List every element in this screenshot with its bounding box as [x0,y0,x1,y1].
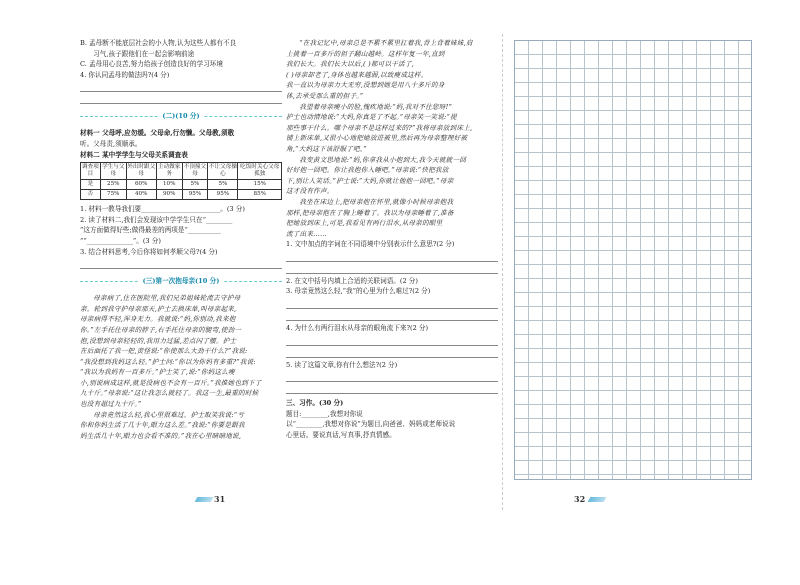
answer-line[interactable] [286,252,498,262]
question-5: 5. 读了这篇文章,你有什么想法?(2 分) [286,360,398,369]
option-b: B. 孟母断不能底层社会的小人物,认为这些人都有不良 [80,39,237,47]
question-1: 1. 文中加点的字词在不同语境中分别表示什么意思?(2 分) [286,240,455,249]
story-text: 母亲病了,住在医院里,我们兄弟姐妹轮流去守护母 亲。轮到我守护母亲那天,护士去换床单,叫母亲起来, 母亲病得不轻,浑身无力。我就说:“妈,你别动,我来抱 你。”左手托住母亲的脖子,右手托住母亲的腿弯,使劲一 抱,没想到母亲轻轻的,我用力过猛,差点闪了腰。护士 在后面托了我一把,责怪说:“你使那么大劲干什么?”我说: “我没想到我妈这么轻。”护士问:“你以为你妈有多重?”我说: “我以为我妈有一百多斤。”护士笑了,说:“你妈这么瘦 小,别说病成这样,就是没病也不会有一百斤。”我推她也到下了 九十斤。”母亲说:“这让我怎么就轻了。我这一生,最重的时候 也没有超过九十斤。” 母亲竟然这么轻,我心里很难过。护士取笑我说:“亏 你和你妈生活了几十年,眼力这么差。”我说:“你要是跟我 妈生活几十年,眼力也会看不准的。”我在心里暗暗地说, [80,294,262,440]
section-2-heading: (二)(10 分) [80,111,282,122]
material-1: 材料一 父母呼,应勿缓。父母命,行勿懒。父母教,须敬 [80,129,235,138]
section-writing-heading: 三、习作。(30 分) [286,399,344,408]
answer-line[interactable] [286,348,498,358]
composition-grid[interactable] [514,40,752,480]
page-number-ornament [588,497,607,502]
material-2-title: 材料二 某中学学生与父母关系调查表 [80,150,188,159]
answer-line[interactable] [286,311,498,321]
writing-title: 题目:________,我想对你说 [286,409,363,418]
answer-line[interactable] [80,82,282,92]
page-number-ornament [195,497,214,502]
answer-line[interactable] [286,336,498,346]
section-3-heading: (三)第一次抱母亲(10 分) [80,276,282,287]
page-number: 31 [214,494,226,504]
material-1-cont: 听。父母责,须顺承。 [80,139,142,148]
page-fold [502,34,503,510]
question-3: 3. 结合材料思考,今后你将如何孝顺父母?(4 分) [80,247,218,256]
option-b-cont: 习气,孩子跟他们在一起会影响前途 [93,49,195,58]
table-row: 是 25% 60% 10% 5% 5% 15% [81,180,282,190]
answer-line[interactable] [286,384,498,394]
question-2-cont2: ”“______________”。(3 分) [80,236,161,245]
question-4: 4. 为什么有两行泪水从母亲的眼角流下来?(2 分) [286,324,429,333]
answer-line[interactable] [286,299,498,309]
table-row: 否 75% 40% 90% 95% 95% 85% [81,190,282,200]
question-2-cont: ”这方面做得好些;做得最差的两项是“__________ [80,226,221,235]
table-row: 调查项目 学生与父母 外出时跟父母 主动做家务 不顶撞父母 不让父母操心 吃饭时关心父母孤独 [81,163,282,180]
answer-line[interactable] [80,94,282,104]
middle-page-column [286,38,498,441]
writing-instruction-cont: 心里话。要说真话,写真事,抒真情感。 [286,431,396,440]
left-page-column [80,38,282,441]
story-text-cont: “在我记忆中,母亲总是不累不累里扛着我,背上背着妹妹,肩 上挑着一百多斤的担子翻山越岭。这样年复一年,直到 我们长大。我们长大以后,( )都可以干活了, ( )母亲却老了,身体也越来越弱,以致瘦成这样。 我一直以为母亲力大无穷,没想到她是用八十多斤的身 体,去承受那么重的担子。” 我望着母亲瘦小的脸,愧疚地说:“妈,我对不住您呀!” 护士也动情地说:“大妈,你真是了不起。”母亲笑一笑说:“提 那些事干什么。哪个母亲不是这样过来的?”我将母亲放到床上, 铺上新床单,又很小心地把她放进被里,然后再为母亲整理好被 角,“大妈这下该舒服了吧。” 我变黄文思地说:“妈,你拿我从小抱到大,我今天就就一回 好好抱一回吧。你让我抱你入睡吧。”母亲说:“快把我放 下,别让人笑话。”护士说:“大妈,你就让他抱一回吧。”母亲 这才没有作声。 我坐在床边上,把母亲抱在怀里,就像小时候母亲抱我 那样,把母亲抱在了胸上睡着了。我以为母亲睡着了,准备 把她放到床上,可是,我看见有两行泪水,从母亲的眼里 流了出来…… [286,39,473,238]
answer-line[interactable] [286,264,498,274]
question-1: 1. 材料一教导我们要________________________。(3 分) [80,205,245,214]
question-2: 2. 读了材料二,我们会发现该中学学生只在“________ [80,215,233,224]
answer-line[interactable] [80,259,282,269]
survey-table [80,162,282,200]
question-3: 3. 母亲竟然这么轻,“我”的心里为什么难过?(2 分) [286,287,431,296]
page-number: 32 [574,494,586,504]
option-c: C. 孟母用心良苦,努力给孩子创造良好的学习环境 [80,60,223,69]
question-2: 2. 在文中括号内填上合适的关联词语。(2 分) [286,276,418,285]
answer-line[interactable] [286,372,498,382]
question-4: 4. 你认同孟母的做法吗?(4 分) [80,70,170,79]
writing-instruction: 以“________,我想对你说”为题目,向爸爸、妈妈或老师说说 [286,420,456,429]
